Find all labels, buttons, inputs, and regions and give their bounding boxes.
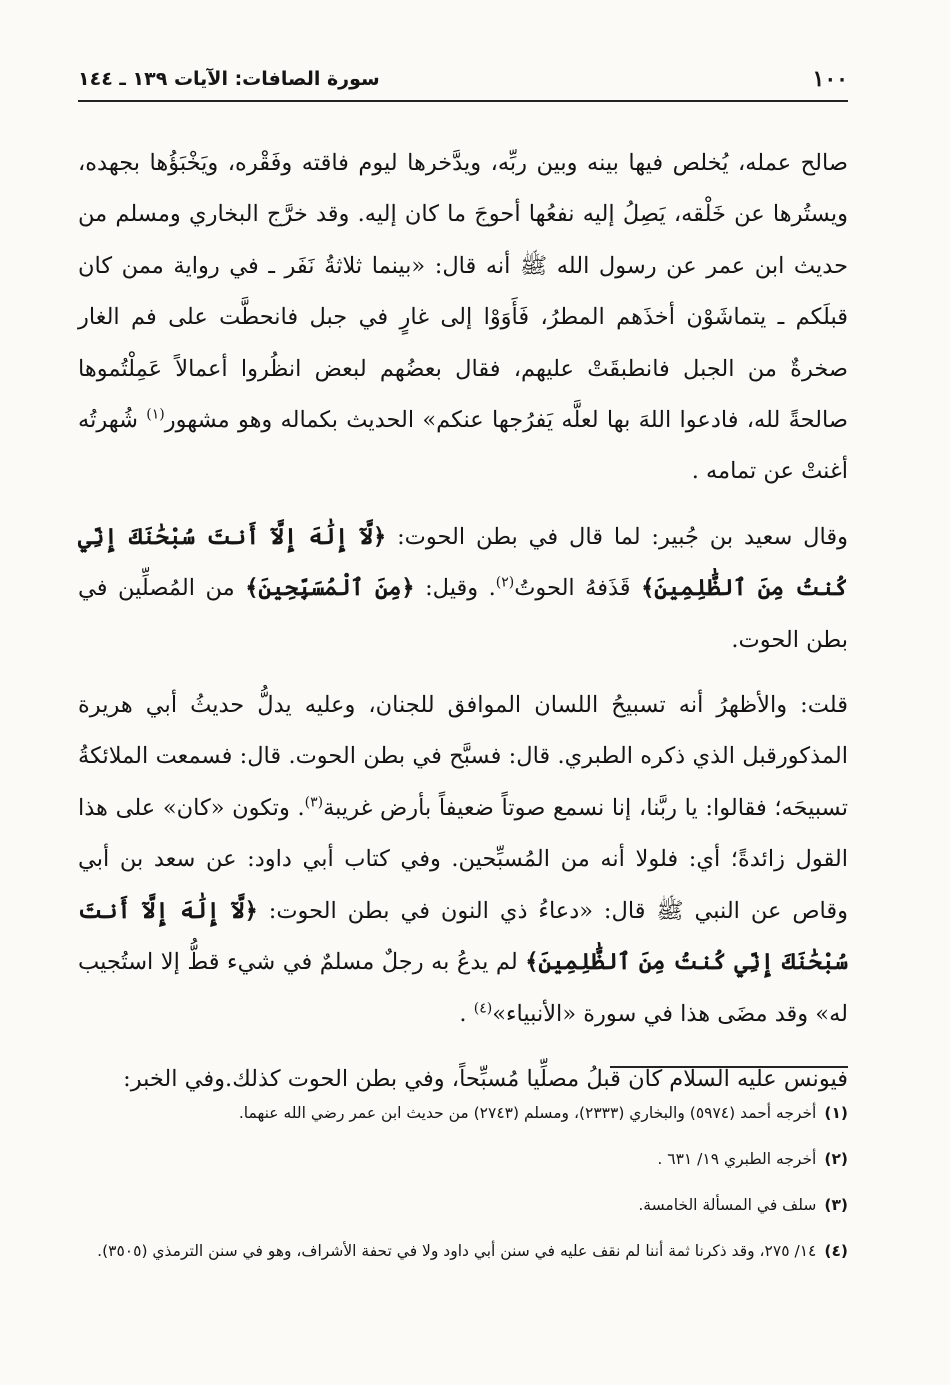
footnote-1 [78, 1093, 848, 1133]
main-text [78, 138, 848, 1105]
footnote-text: أخرجه الطبري ١٩/ ٦٣١ . [657, 1150, 817, 1168]
paragraph-2-end: من المُصلِّين في بطن الحوت. [78, 575, 848, 653]
footnote-number: (٢) [824, 1150, 848, 1168]
paragraph-3-text-b: . وتكون «كان» على هذا القول زائدةً؛ أي: فلولا أنه من المُسبِّحين. وفي كتاب أبي داود: عن سعد بن أبي وقاص عن النبي ﷺ قال: «دعاءُ ذي النون في بطن الحوت: [78, 794, 848, 924]
page-number: ١٠٠ [812, 66, 848, 92]
running-title: سورة الصافات: الآيات ١٣٩ ـ ١٤٤ [78, 68, 380, 90]
page-header [78, 62, 848, 96]
footnote-number: (٣) [824, 1196, 848, 1214]
footnote-number: (١) [824, 1104, 848, 1122]
paragraph-2-mid: قَذَفهُ الحوتُ [514, 575, 642, 602]
footnote-number: (٤) [824, 1242, 848, 1260]
paragraph-2-intro: وقال سعيد بن جُبير: لما قال في بطن الحوت: [386, 523, 848, 550]
paragraph-4: فيونس عليه السلام كان قبلُ مصلِّيا مُسبِّحاً، وفي بطن الحوت كذلك.وفي الخبر: [123, 1065, 848, 1092]
paragraph-1 [78, 138, 848, 498]
footnote-text: سلف في المسألة الخامسة. [638, 1196, 817, 1214]
footnote-ref-2[interactable]: (٢) [495, 574, 515, 591]
paragraph-2-mid2: . وقيل: [414, 575, 496, 602]
footnote-ref-1[interactable]: (١) [146, 406, 165, 423]
paragraph-3-text-a: قلت: والأظهرُ أنه تسبيحُ اللسان الموافق للجنان، وعليه يدلُّ حديثُ أبي هريرة المذكورقبل الذي ذكره الطبري. قال: فسبَّح في بطن الحوت. قال: فسمعت الملائكةُ تسبيحَه؛ فقالوا: يا ربَّنا، إنا نسمع صوتاً ضعيفاً بأرض غريبة [78, 692, 848, 821]
paragraph-2 [78, 512, 848, 666]
footnote-text: أخرجه أحمد (٥٩٧٤) والبخاري (٢٣٣٣)، ومسلم (٢٧٤٣) من حديث ابن عمر رضي الله عنهما. [238, 1104, 817, 1122]
footnotes [78, 1093, 848, 1271]
quran-verse-3: ﴿لَّآ إِلَٰهَ إِلَّآ أَنتَ سُبْحَٰنَكَ إِنِّي كُنتُ مِنَ ٱلظَّٰلِمِينَ﴾ [78, 897, 849, 976]
paragraph-3-text-c: لم يدعُ به رجلٌ مسلمٌ في شيء قطُّ إلا استُجيب له» وقد مضَى هذا في سورة «الأنبياء» [78, 949, 848, 1027]
footnote-4 [78, 1231, 848, 1271]
header-rule [78, 100, 848, 102]
quran-verse-1: ﴿لَّآ إِلَٰهَ إِلَّآ أَنتَ سُبْحَٰنَكَ إِنِّي كُنتُ مِنَ ٱلظَّٰلِمِينَ﴾ [78, 523, 848, 602]
quran-verse-2: ﴿مِنَ ٱلْمُسَبِّحِينَ﴾ [245, 575, 415, 602]
footnote-2 [78, 1139, 848, 1179]
footnote-text: ١٤/ ٢٧٥، وقد ذكرنا ثمة أننا لم نقف عليه في سنن أبي داود ولا في تحفة الأشراف، وهو في سنن الترمذي (٣٥٠٥). [97, 1242, 817, 1260]
footnote-rule [610, 1066, 848, 1068]
footnote-ref-3[interactable]: (٣) [304, 794, 324, 811]
paragraph-1-text-a: صالح عمله، يُخلص فيها بينه وبين ربِّه، ويدَّخرها ليوم فاقته وفَقْره، ويَخْبَؤُها بجهده، ويستُرها عن خَلْقه، يَصِلُ إليه نفعُها أحوجَ ما كان إليه. وقد خرَّج البخاري ومسلم من حديث ابن عمر عن رسول الله ﷺ أنه قال: «بينما ثلاثةُ نَفَر ـ في رواية ممن كان قبلَكم ـ يتماشَوْن أخذَهم المطرُ، فَأَوَوْا إلى غارٍ في جبل فانحطَّت على فم الغار صخرةٌ من الجبل فانطبقَتْ عليهم، فقال بعضُهم لبعض انظُروا أعمالاً عَمِلْتُموها صالحةً لله، فادعوا اللهَ بها لعلَّه يَفرُجها عنكم» الحديث بكماله وهو مشهور [78, 150, 848, 434]
paragraph-3-text-d: . [459, 1000, 474, 1027]
footnote-ref-4[interactable]: (٤) [473, 1000, 493, 1016]
footnote-3 [78, 1185, 848, 1225]
paragraph-3 [78, 680, 848, 1040]
paragraph-1-text-b: شُهرتُه أغنتْ عن تمامه . [78, 407, 848, 485]
